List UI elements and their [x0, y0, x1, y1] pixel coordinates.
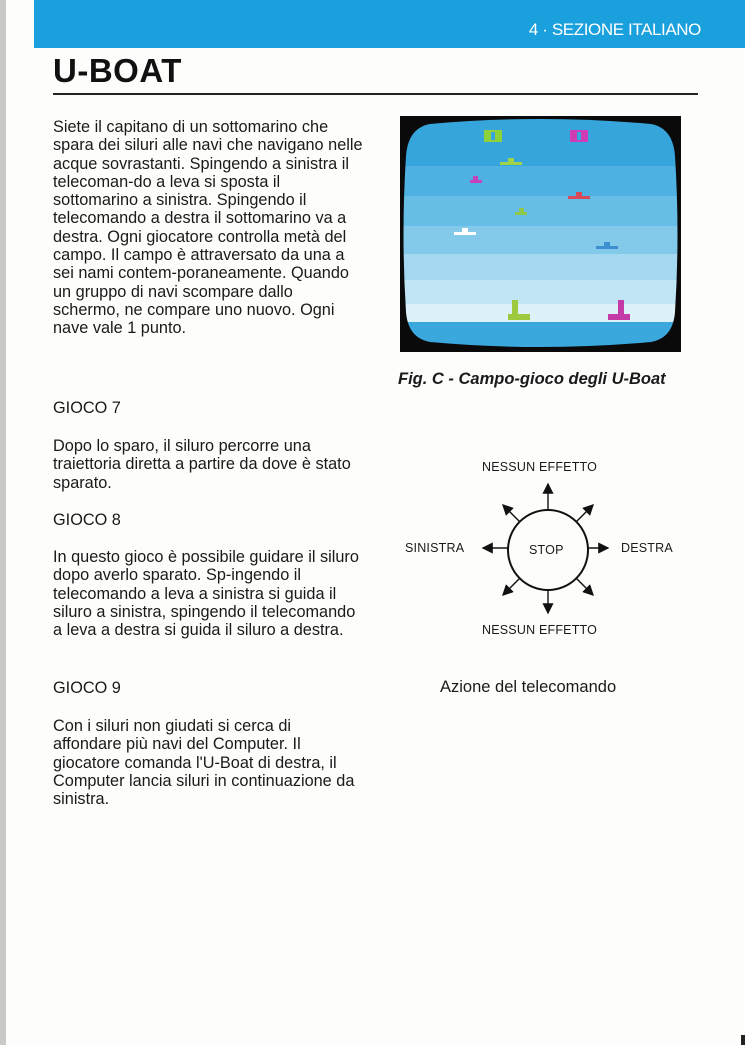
game7-paragraph: Dopo lo sparo, il siluro percorre una traiettoria diretta a partire da dove è stato sparato.: [53, 437, 351, 492]
section-header-band: [34, 0, 745, 48]
figure-caption: Fig. C - Campo-gioco degli U-Boat: [398, 370, 666, 388]
arrow-up-left: [503, 505, 520, 522]
intro-paragraph: Siete il capitano di un sottomarino che spara dei siluri alle navi che navigano nelle acque sovrastanti. Spingendo a sinistra il telecoman-do a leva si sposta il sottomarino a sinistra. Spingendo il telecomando a destra il sottomarino va a destra. Ogni giocatore controlla metà del campo. Il campo è attraversato da una a sei nami contem-poraneamente. Quando un gruppo di navi scompare dallo schermo, ne compare uno nuovo. Ogni nave vale 1 punto.: [53, 118, 363, 338]
game8-paragraph: In questo gioco è possibile guidare il siluro dopo averlo sparato. Sp-ingendo il telecomando a leva a sinistra si guida il siluro a sinistra, spingendo il telecomando a leva a destra si guida il siluro a destra.: [53, 548, 359, 640]
joystick-label-top: NESSUN EFFETTO: [482, 460, 598, 474]
arrow-down-left: [503, 578, 520, 595]
joystick-label-right: DESTRA: [621, 541, 673, 555]
game9-heading: GIOCO 9: [53, 679, 121, 697]
title-rule: [53, 93, 698, 95]
joystick-label-left: SINISTRA: [405, 541, 465, 555]
joystick-caption: Azione del telecomando: [440, 678, 617, 696]
page-edge-shadow: [0, 0, 6, 1045]
page-title: U-BOAT: [53, 52, 182, 89]
arrow-down-right: [576, 578, 593, 595]
game8-heading: GIOCO 8: [53, 511, 121, 529]
joystick-label-center: STOP: [529, 543, 564, 557]
section-label: 4 · SEZIONE ITALIANO: [528, 20, 701, 39]
game9-paragraph: Con i siluri non giudati si cerca di affondare più navi del Computer. Il giocatore comanda l'U-Boat di destra, il Computer lancia siluri in continuazione da sinistra.: [53, 717, 355, 809]
arrow-up-right: [576, 505, 593, 522]
game-screen-image: [400, 116, 681, 352]
page-corner-mark: [741, 1035, 745, 1045]
game7-heading: GIOCO 7: [53, 399, 121, 417]
game-screen-figure: [400, 116, 681, 352]
joystick-label-bottom: NESSUN EFFETTO: [482, 623, 598, 637]
joystick-diagram: [400, 455, 690, 655]
